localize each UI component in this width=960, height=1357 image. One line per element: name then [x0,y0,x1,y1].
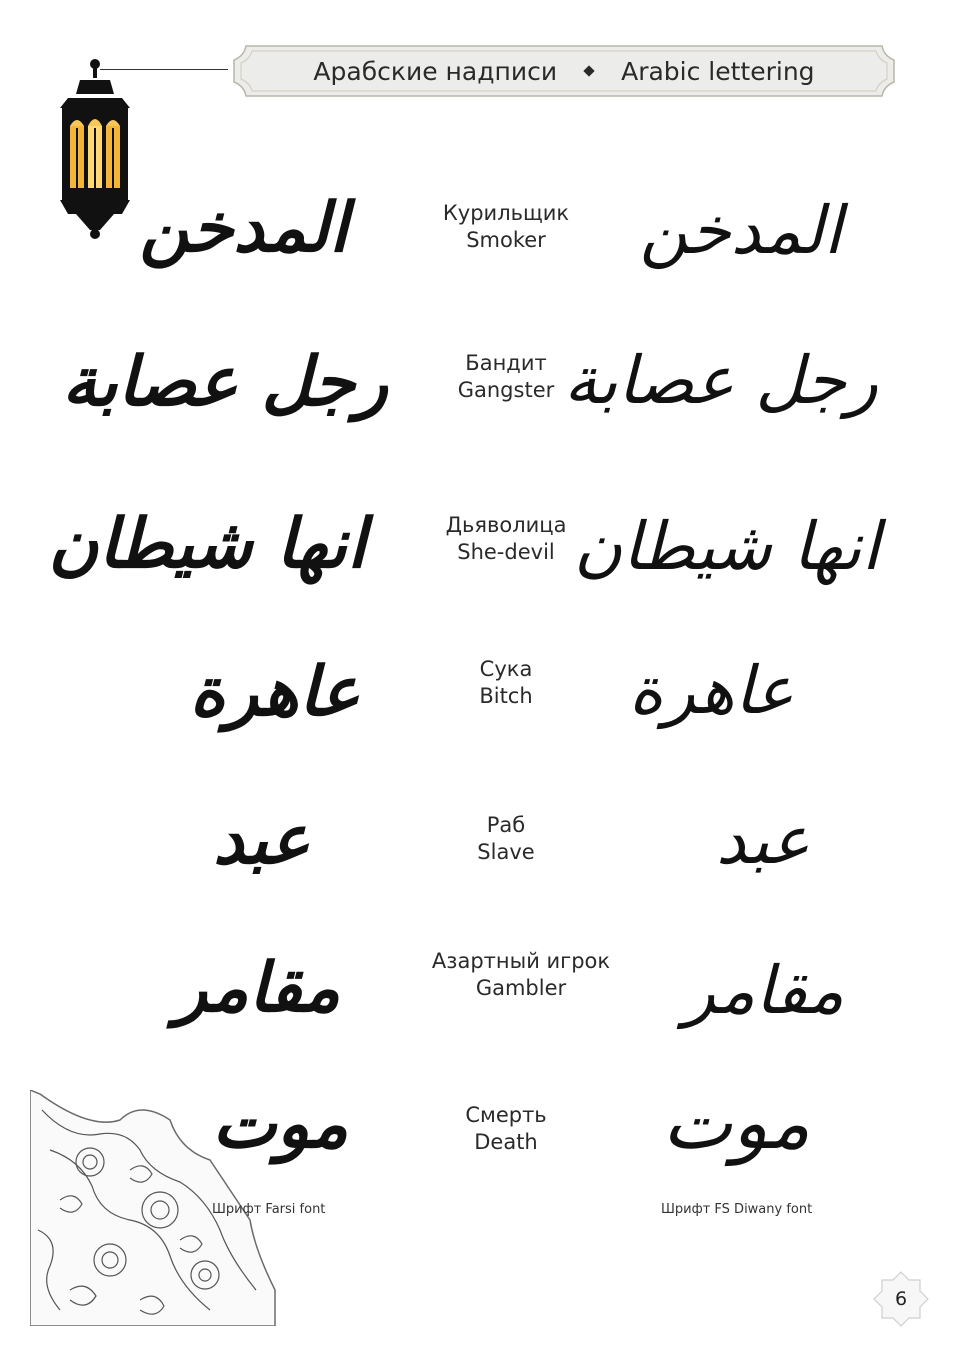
font-label-left: Шрифт Farsi font [212,1202,326,1217]
label-ru: Сука [479,657,533,681]
label-en: Smoker [466,228,546,252]
page-number: 6 [894,1288,908,1310]
label-en: She-devil [457,540,555,564]
arabic-farsi-text: انها شيطان [48,504,366,584]
arabic-farsi-text: عاهرة [189,652,360,732]
label-ru: Азартный игрок [431,949,611,973]
label-en: Gambler [475,976,567,1000]
arabic-diwany-text: رجل عصابة [563,342,878,419]
label-en: Gangster [457,378,555,402]
header-title-ru: Арабские надписи [313,56,558,86]
label-en: Slave [477,840,535,864]
entry-row-slave [0,786,960,926]
arabic-diwany-text: انها شيطان [573,508,880,585]
arabic-farsi-text: مقامر [174,948,340,1028]
arabic-diwany-text: عاهرة [628,652,794,729]
arabic-diwany-text: مقامر [683,952,844,1029]
entry-row-bitch [0,630,960,770]
arabic-farsi-text: المدخن [139,188,348,268]
label-ru: Смерть [465,1103,547,1127]
arabic-farsi-text: رجل عصابة [62,342,388,422]
header-title-en: Arabic lettering [621,56,815,86]
arabic-farsi-text: موت [212,1084,348,1164]
entry-row-gambler [0,930,960,1070]
arabic-farsi-text: عبد [213,800,310,880]
entry-row-she-devil [0,484,960,624]
label-en: Death [474,1130,538,1154]
label-en: Bitch [479,684,533,708]
label-ru: Бандит [465,351,547,375]
arabic-diwany-text: المدخن [639,192,842,269]
arabic-diwany-text: موت [662,1080,810,1166]
header-banner [232,42,896,100]
diamond-separator-icon [583,65,594,76]
font-label-right: Шрифт FS Diwany font [661,1202,813,1217]
entry-row-death [0,1076,960,1216]
arabic-diwany-text: عبد [716,802,810,879]
label-ru: Курильщик [442,201,570,225]
label-ru: Раб [486,813,526,837]
entry-row-gangster [0,322,960,462]
label-ru: Дьяволица [445,513,567,537]
entry-row-smoker [0,170,960,310]
